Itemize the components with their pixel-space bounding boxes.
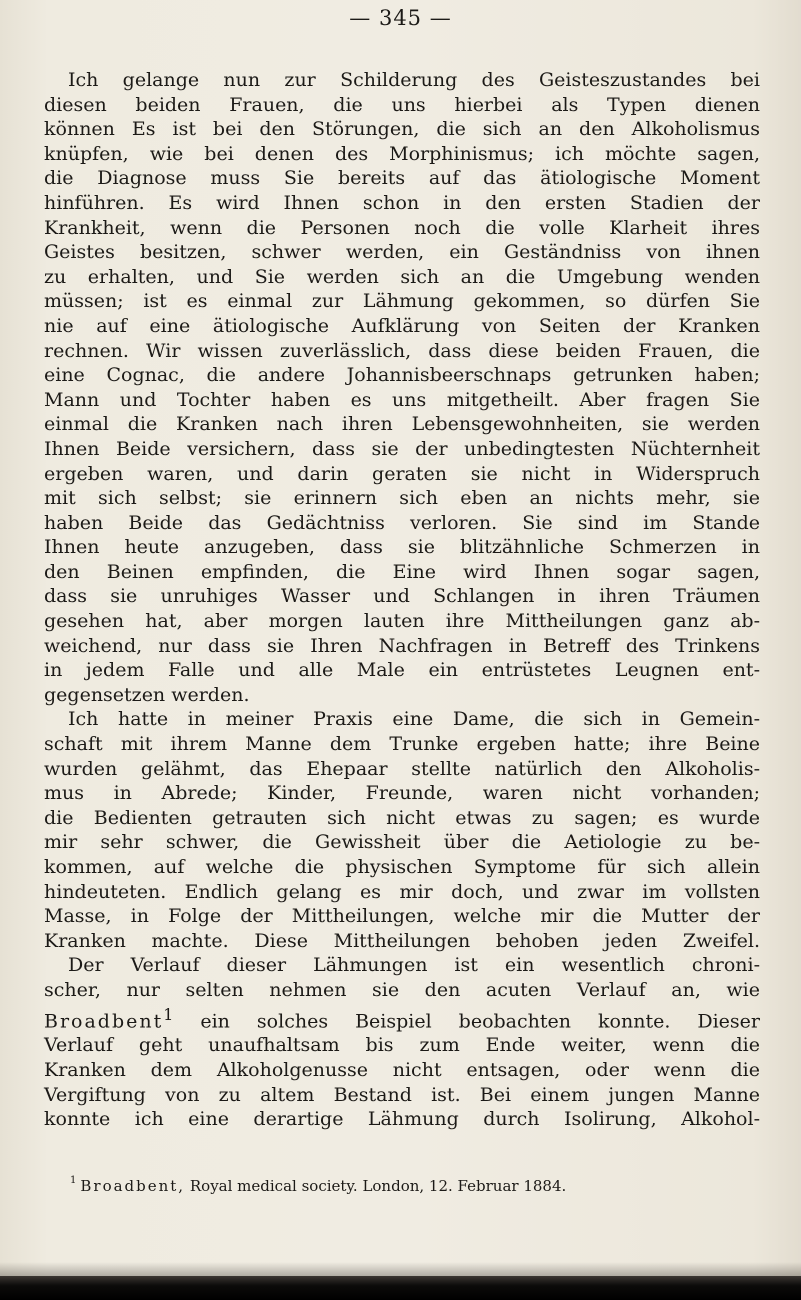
text-line: eine Cognac, die andere Johannisbeerschnaps getrunken haben; [44,364,760,387]
text-line: in jedem Falle und alle Male ein entrüstetes Leugnen ent- [44,659,760,682]
text-line: dass sie unruhiges Wasser und Schlangen in ihren Träumen [44,585,760,608]
text-line: müssen; ist es einmal zur Lähmung gekommen, so dürfen Sie [44,290,760,313]
text-line: den Beinen empfinden, die Eine wird Ihnen sogar sagen, [44,560,760,583]
footnote-marker: 1 [163,1004,174,1024]
text-line: Masse, in Folge der Mittheilungen, welche mir die Mutter der [44,905,760,928]
text-line: Ich hatte in meiner Praxis eine Dame, die sich in Gemein- [68,708,760,731]
text-line: Der Verlauf dieser Lähmungen ist ein wesentlich chroni- [68,954,760,977]
text-line: Ihnen heute anzugeben, dass sie blitzähnliche Schmerzen in [44,536,760,559]
page-edge-shadow [0,1262,801,1276]
text-line: gegensetzen werden. [44,683,250,706]
text-line: die Bedienten getrauten sich nicht etwas zu sagen; es wurde [44,806,760,829]
text-line: mus in Abrede; Kinder, Freunde, waren nicht vorhanden; [44,782,760,805]
text-line: schaft mit ihrem Manne dem Trunke ergeben hatte; ihre Beine [44,733,760,756]
text-line-with-reference [44,1003,760,1034]
scan-bottom-edge [0,1276,801,1300]
text-line: einmal die Kranken nach ihren Lebensgewohnheiten, sie werden [44,413,760,436]
text-line: weichend, nur dass sie Ihren Nachfragen in Betreff des Trinkens [44,634,760,657]
text-line: zu erhalten, und Sie werden sich an die Umgebung wenden [44,265,760,288]
text-line: hindeuteten. Endlich gelang es mir doch, und zwar im vollsten [44,880,760,903]
text-line: Vergiftung von zu altem Bestand ist. Bei einem jungen Manne [44,1083,760,1106]
page-number: — 345 — [349,6,452,30]
text-line: scher, nur selten nehmen sie den acuten Verlauf an, wie [44,978,760,1001]
footnote-text: Royal medical society. London, 12. Februar 1884. [189,1177,567,1195]
text-line: wurden gelähmt, das Ehepaar stellte natürlich den Alkoholis- [44,757,760,780]
text-line: Verlauf geht unaufhaltsam bis zum Ende weiter, wenn die [44,1034,760,1057]
text-line: hinführen. Es wird Ihnen schon in den ersten Stadien der [44,191,760,214]
text-line: können Es ist bei den Störungen, die sich an den Alkoholismus [44,118,760,141]
text-line: gesehen hat, aber morgen lauten ihre Mittheilungen ganz ab- [44,610,760,633]
text-line: Ich gelange nun zur Schilderung des Geisteszustandes bei [68,69,760,91]
text-line: haben Beide das Gedächtniss verloren. Sie sind im Stande [44,511,760,534]
text-line: Mann und Tochter haben es uns mitgetheilt. Aber fragen Sie [44,388,760,411]
text-line: Kranken machte. Diese Mittheilungen behoben jeden Zweifel. [44,929,760,952]
text-line: nie auf eine ätiologische Aufklärung von Seiten der Kranken [44,314,760,337]
text-line: mir sehr schwer, die Gewissheit über die Aetiologie zu be- [44,831,760,854]
body-text [44,68,760,1132]
cited-author: Broadbent [44,1009,164,1032]
text-line: Geistes besitzen, schwer werden, ein Geständniss von ihnen [44,241,760,264]
text-line: kommen, auf welche die physischen Symptome für sich allein [44,856,760,878]
footnote-author: Broadbent, [80,1177,186,1195]
text-line: Kranken dem Alkoholgenusse nicht entsagen, oder wenn die [44,1059,760,1082]
text-line: knüpfen, wie bei denen des Morphinismus; ich möchte sagen, [44,142,760,165]
text-line: Krankheit, wenn die Personen noch die volle Klarheit ihres [44,216,760,239]
text-line: die Diagnose muss Sie bereits auf das ätiologische Moment [44,167,760,190]
footnote [70,1177,566,1195]
text-line-remainder: ein solches Beispiel beobachten konnte. Dieser [200,1009,760,1032]
text-line: ergeben waren, und darin geraten sie nicht in Widerspruch [44,462,760,485]
text-line: rechnen. Wir wissen zuverlässlich, dass diese beiden Frauen, die [44,339,760,362]
text-line: Ihnen Beide versichern, dass sie der unbedingtesten Nüchternheit [44,437,760,460]
text-line: mit sich selbst; sie erinnern sich eben an nichts mehr, sie [44,487,760,510]
footnote-marker: 1 [70,1175,77,1186]
text-line: diesen beiden Frauen, die uns hierbei als Typen dienen [44,93,760,116]
text-line: konnte ich eine derartige Lähmung durch Isolirung, Alkohol- [44,1108,760,1131]
